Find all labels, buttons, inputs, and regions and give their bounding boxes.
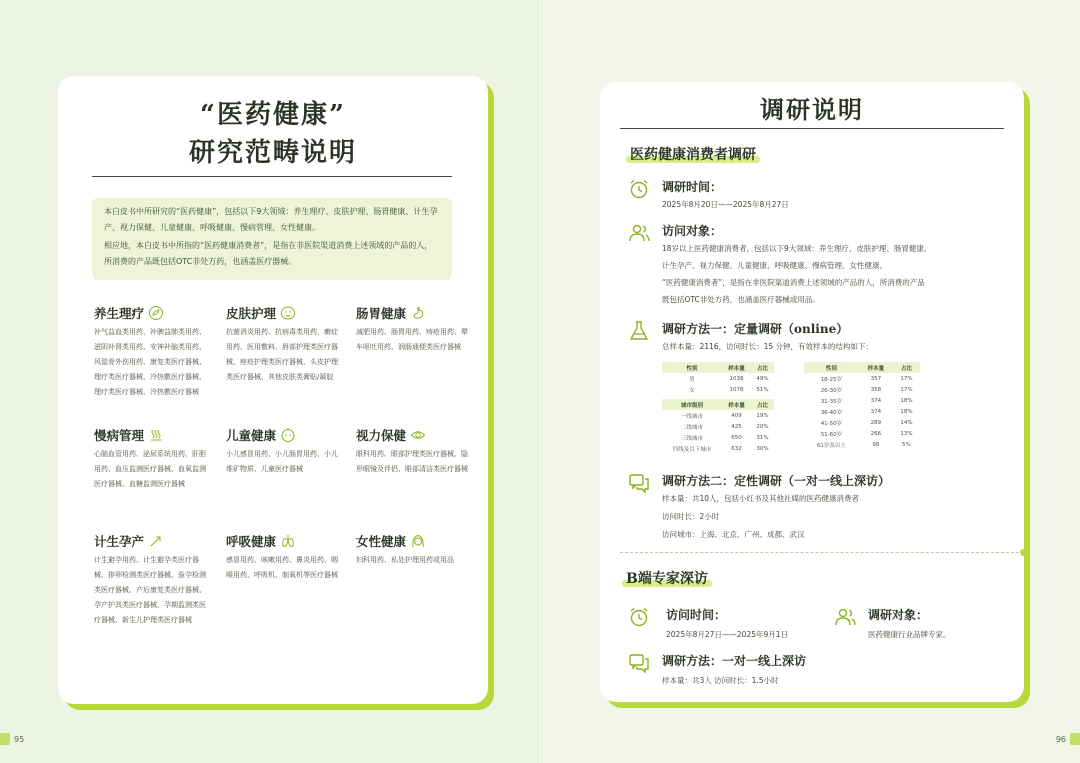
method1-label: 调研方法一：定量调研（online） <box>662 322 849 336</box>
table-header-row: 性别 样本量 占比 <box>662 362 774 373</box>
b-time-value: 2025年8月27日——2025年9月1日 <box>666 630 789 639</box>
left-card <box>58 76 488 704</box>
table-row: 41-50岁 289 14% <box>820 419 913 427</box>
table-row: 四线及以下城市 632 30% <box>672 445 769 453</box>
category-name: 慢病管理 <box>94 428 145 443</box>
category-shili <box>356 426 468 477</box>
category-pifu <box>226 304 338 385</box>
table-row: 男 1038 49% <box>689 375 769 383</box>
page-marker-left <box>0 733 10 745</box>
category-description: 妇科用药、私处护理用药或用品 <box>356 556 454 564</box>
table-row: 18-25岁 357 17% <box>820 375 913 383</box>
arrow-icon <box>148 533 164 549</box>
table-row: 三线城市 650 31% <box>681 434 769 442</box>
intro-box <box>92 198 452 280</box>
method2-line: 访问时长：2小时 <box>662 512 720 521</box>
category-description: 减肥用药、肠胃用药、痔疮用药、晕车呕吐用药、润肠通便类医疗器械 <box>356 328 468 351</box>
method2-label: 调研方法二：定性调研（一对一线上深访） <box>662 474 891 488</box>
alarm-clock-icon <box>628 178 650 200</box>
category-description: 心脑血管用药、泌尿系统用药、肝胆用药、血压监测医疗器械、血氧监测医疗器械、血糖监测医疗器械 <box>94 450 206 488</box>
b-target-value: 医药健康行业品牌专家。 <box>868 630 951 639</box>
users-icon <box>834 606 856 628</box>
target-line: 计生孕产、视力保健、儿童健康、呼吸健康、慢病管理、女性健康。 <box>662 261 887 270</box>
section-consumer-survey: 医药健康消费者调研 <box>626 144 760 164</box>
table-row: 31-35岁 374 18% <box>820 397 913 405</box>
left-title-line1: “医药健康” <box>200 100 346 130</box>
category-name: 女性健康 <box>356 534 407 549</box>
category-name: 皮肤护理 <box>226 306 277 321</box>
heat-icon <box>148 427 164 443</box>
alarm-clock-icon <box>628 606 650 628</box>
table-row: 女 1078 51% <box>689 386 769 394</box>
category-name: 养生理疗 <box>94 306 145 321</box>
category-description: 补气益血类用药、补脾益肺类用药、滋阴补肾类用药、安神补脑类用药、风湿骨外伤用药、康复类医疗器械、理疗类医疗器械、冷热敷医疗器械、理疗类医疗器械、冷热敷医疗器械 <box>94 328 206 396</box>
page-fold <box>538 0 542 763</box>
table-row: 二线城市 425 20% <box>681 423 769 431</box>
survey-time-label: 调研时间： <box>662 180 723 194</box>
b-method-text: 样本量：共3人 访问时长：1.5小时 <box>662 676 779 685</box>
method1-text: 总样本量：2116，访问时长：15 分钟，有效样本的结构如下： <box>662 342 874 351</box>
category-description: 感冒用药、咳嗽用药、鼻炎用药、咽喉用药、呼吸机、制氧机等医疗器械 <box>226 556 338 579</box>
category-ertong <box>226 426 338 477</box>
survey-time-value: 2025年8月20日——2025年8月27日 <box>662 200 789 209</box>
intro-paragraph-2: 相应地，本白皮书中所指的“医药健康消费者”，是指在非医院渠道消费上述领域的产品的人，所消费的产品既包括OTC非处方药，也涵盖医疗器械。 <box>104 241 433 266</box>
category-description: 抗菌消炎用药、抗病毒类用药、癣症用药、医用敷料、唇部护理类医疗器械、痤疮护理类医疗器械、头皮护理类医疗器械、其他皮肤类膏贴/凝胶 <box>226 328 338 381</box>
category-name: 肠胃健康 <box>356 306 407 321</box>
target-line: 18岁以上医药健康消费者，包括以下9大领域：养生理疗、皮肤护理、肠胃健康、 <box>662 244 932 253</box>
chat-icon <box>628 472 650 494</box>
right-card <box>600 82 1024 702</box>
category-description: 眼科用药、眼部护理类医疗器械、隐形眼镜及伴侣、眼部清洁类医疗器械 <box>356 450 468 473</box>
page-marker-right <box>1070 733 1080 745</box>
sample-table-gender-city <box>662 362 774 454</box>
sample-table-age <box>804 362 920 450</box>
right-title: 调研说明 <box>760 95 864 124</box>
intro-paragraph-1: 本白皮书中所研究的“医药健康”，包括以下9大领域：养生理疗、皮肤护理、肠胃健康、计生孕产、视力保健、儿童健康、呼吸健康、慢病管理、女性健康。 <box>104 207 438 232</box>
category-nvxing <box>356 532 468 568</box>
flask-icon <box>628 320 650 342</box>
page-number-left: 95 <box>14 735 25 744</box>
category-name: 计生孕产 <box>94 534 145 549</box>
table-header-row: 城市级别 样本量 占比 <box>662 399 774 410</box>
category-name: 儿童健康 <box>226 428 277 443</box>
category-huxi <box>226 532 338 583</box>
category-description: 计生避孕用药、计生避孕类医疗器械、排卵检测类医疗器械、验孕检测类医疗器械、产后康复类医疗器械、孕产护具类医疗器械、孕期监测类医疗器械、新生儿护理类医疗器械 <box>94 556 206 624</box>
table-header-row: 性别 样本量 占比 <box>804 362 920 373</box>
category-manbing <box>94 426 206 492</box>
category-description: 小儿感冒用药、小儿肠胃用药、小儿维矿物质、儿童医疗器械 <box>226 450 338 473</box>
child-icon <box>280 427 296 443</box>
face-icon <box>280 305 296 321</box>
category-jisheng <box>94 532 206 628</box>
chat-icon <box>628 652 650 674</box>
title-rule <box>620 128 1004 129</box>
category-name: 视力保健 <box>356 428 407 443</box>
table-row: 36-40岁 374 18% <box>820 408 913 416</box>
b-method-label: 调研方法：一对一线上深访 <box>662 654 807 668</box>
category-changwei <box>356 304 468 355</box>
left-title-line2: 研究范畴说明 <box>188 138 357 168</box>
method2-line: 访问城市：上海、北京、广州、成都、武汉 <box>662 530 805 539</box>
herb-icon <box>148 305 164 321</box>
method2-line: 样本量：共10人，包括小红书及其他社媒的医药健康消费者 <box>662 494 860 503</box>
category-name: 呼吸健康 <box>226 534 277 549</box>
table-row: 一线城市 409 19% <box>681 412 769 420</box>
b-time-label: 访问时间： <box>666 608 727 622</box>
b-target-label: 调研对象： <box>868 608 929 622</box>
table-row: 61岁及以上 98 5% <box>816 441 911 449</box>
page-number-right: 96 <box>1055 735 1066 744</box>
title-rule <box>92 176 452 177</box>
table-row: 26-30岁 358 17% <box>820 386 913 394</box>
stomach-icon <box>410 305 426 321</box>
users-icon <box>628 222 650 244</box>
target-line: 既包括OTC非处方药，也涵盖医疗器械或用品。 <box>662 295 820 304</box>
eye-icon <box>410 427 426 443</box>
section-b-expert: B端专家深访 <box>622 568 712 588</box>
section-divider <box>620 552 1024 553</box>
woman-icon <box>410 533 426 549</box>
category-yangsheng <box>94 304 206 400</box>
lungs-icon <box>280 533 296 549</box>
divider-dot <box>1020 549 1027 556</box>
target-line: “医药健康消费者”，是指在非医院渠道消费上述领域的产品的人，所消费的产品 <box>662 278 925 287</box>
survey-target-label: 访问对象： <box>662 224 723 238</box>
table-row: 51-60岁 266 13% <box>820 430 913 438</box>
